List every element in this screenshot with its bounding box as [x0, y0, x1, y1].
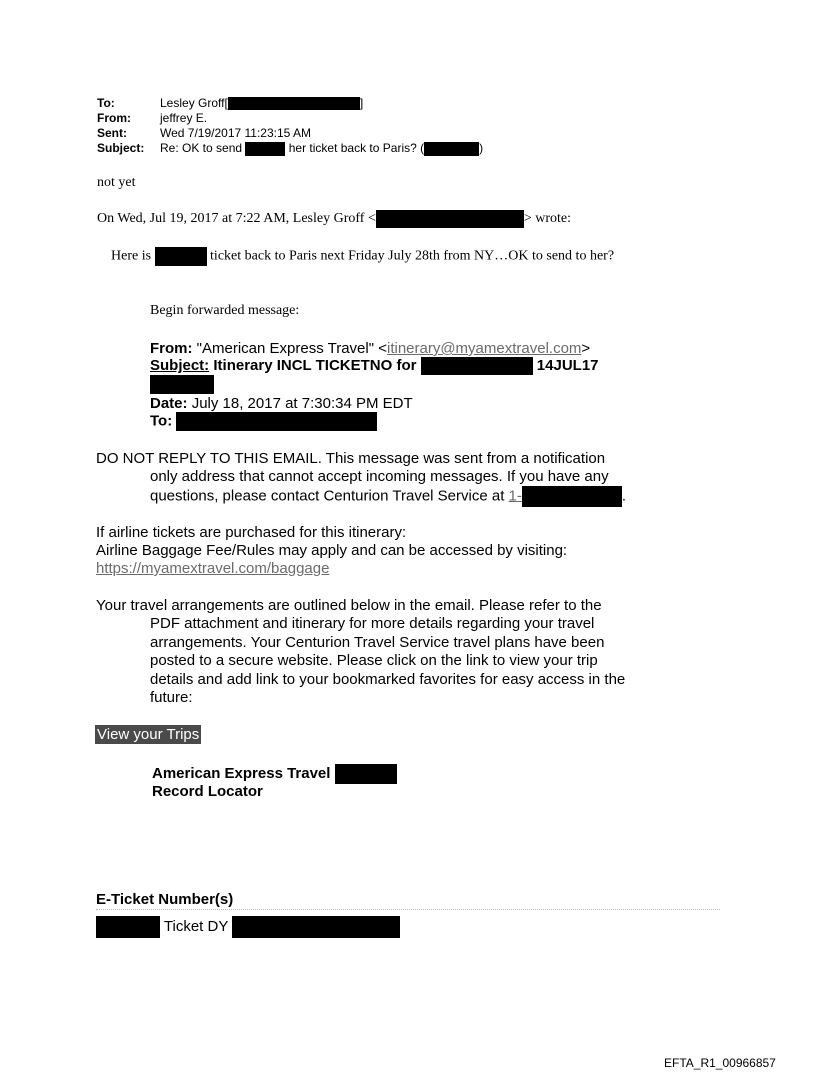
fwd-subject-line [150, 357, 599, 375]
quote-attribution [97, 210, 571, 228]
redaction-block [176, 412, 377, 431]
fwd-from-email[interactable]: itinerary@myamextravel.com [386, 340, 582, 357]
view-trips-button[interactable]: View your Trips [97, 726, 200, 743]
redaction-block [96, 916, 160, 938]
arrangements-line: Your travel arrangements are outlined below in the email. Please refer to the [96, 597, 602, 614]
fwd-from-label: From: [150, 340, 193, 357]
to-label: To: [97, 96, 115, 110]
ticket-label: Ticket DY [163, 917, 229, 935]
fwd-from-close: > [581, 340, 591, 357]
redaction-block [421, 357, 533, 375]
quoted-message [111, 247, 614, 266]
ticket-line [96, 916, 400, 938]
fwd-date-line [150, 395, 413, 412]
quoted-part1: Here is [111, 248, 152, 264]
fwd-subject-label: Subject: [150, 357, 210, 374]
baggage-line2: Airline Baggage Fee/Rules may apply and can be accessed by visiting: [96, 542, 568, 559]
eticket-heading: E-Ticket Number(s) [96, 891, 720, 910]
fwd-date-value: July 18, 2017 at 7:30:34 PM EDT [191, 395, 413, 412]
fwd-from-line [150, 340, 590, 357]
to-value [160, 96, 363, 110]
baggage-line1: If airline tickets are purchased for this itinerary: [96, 524, 407, 541]
arrangements-line: details and add link to your bookmarked favorites for easy access in the [150, 671, 626, 688]
locator-line1 [152, 764, 397, 784]
subject-part2: her ticket back to Paris? ( [288, 141, 425, 155]
fwd-from-name: "American Express Travel" < [196, 340, 387, 357]
arrangements-line: arrangements. Your Centurion Travel Service travel plans have been [150, 634, 605, 651]
redaction-block [522, 486, 622, 507]
redaction-block [424, 142, 479, 156]
notice-line2: only address that cannot accept incoming messages. If you have any [150, 468, 609, 485]
fwd-to-line [150, 412, 377, 431]
redaction-block [376, 210, 524, 228]
redaction-block [150, 375, 214, 394]
redaction-block [232, 916, 400, 938]
arrangements-line: posted to a secure website. Please click on the link to view your trip [150, 652, 598, 669]
subject-label: Subject: [97, 141, 145, 155]
redaction-block [228, 97, 360, 110]
quote-suffix: > wrote: [523, 211, 572, 227]
subject-close: ) [479, 141, 484, 155]
from-label: From: [97, 111, 131, 125]
document-id: EFTA_R1_00966857 [664, 1056, 776, 1070]
sent-label: Sent: [97, 126, 127, 140]
locator-label: American Express Travel [152, 764, 331, 782]
to-name: Lesley Groff[ [160, 96, 228, 110]
quote-prefix: On Wed, Jul 19, 2017 at 7:22 AM, Lesley Groff < [97, 211, 376, 227]
baggage-link[interactable]: https://myamextravel.com/baggage [96, 560, 330, 577]
forward-intro: Begin forwarded message: [150, 303, 300, 318]
from-value: jeffrey E. [160, 111, 208, 125]
sent-value: Wed 7/19/2017 11:23:15 AM [160, 126, 312, 140]
fwd-date-label: Date: [150, 395, 188, 412]
arrangements-line: future: [150, 689, 193, 706]
to-close: ] [359, 96, 364, 110]
fwd-to-label: To: [150, 412, 173, 430]
fwd-subject-text: Itinerary INCL TICKETNO for [213, 357, 417, 374]
redaction-block [245, 142, 285, 156]
locator-line2: Record Locator [152, 783, 263, 800]
fwd-subject-date: 14JUL17 [536, 357, 599, 374]
notice-line3 [150, 486, 626, 507]
notice-line1: DO NOT REPLY TO THIS EMAIL. This message was sent from a notification [96, 450, 606, 467]
redaction-block [335, 764, 397, 784]
redaction-block [155, 247, 207, 266]
notice-period: . [621, 487, 627, 505]
notice-line3-text: questions, please contact Centurion Travel Service at [150, 487, 505, 505]
arrangements-line: PDF attachment and itinerary for more details regarding your travel [150, 615, 595, 632]
subject-part1: Re: OK to send [160, 141, 243, 155]
quoted-part2: ticket back to Paris next Friday July 28th from NY…OK to send to her? [210, 248, 615, 264]
subject-value [160, 141, 483, 156]
phone-link[interactable]: 1- [508, 487, 522, 505]
reply-body: not yet [97, 175, 136, 190]
